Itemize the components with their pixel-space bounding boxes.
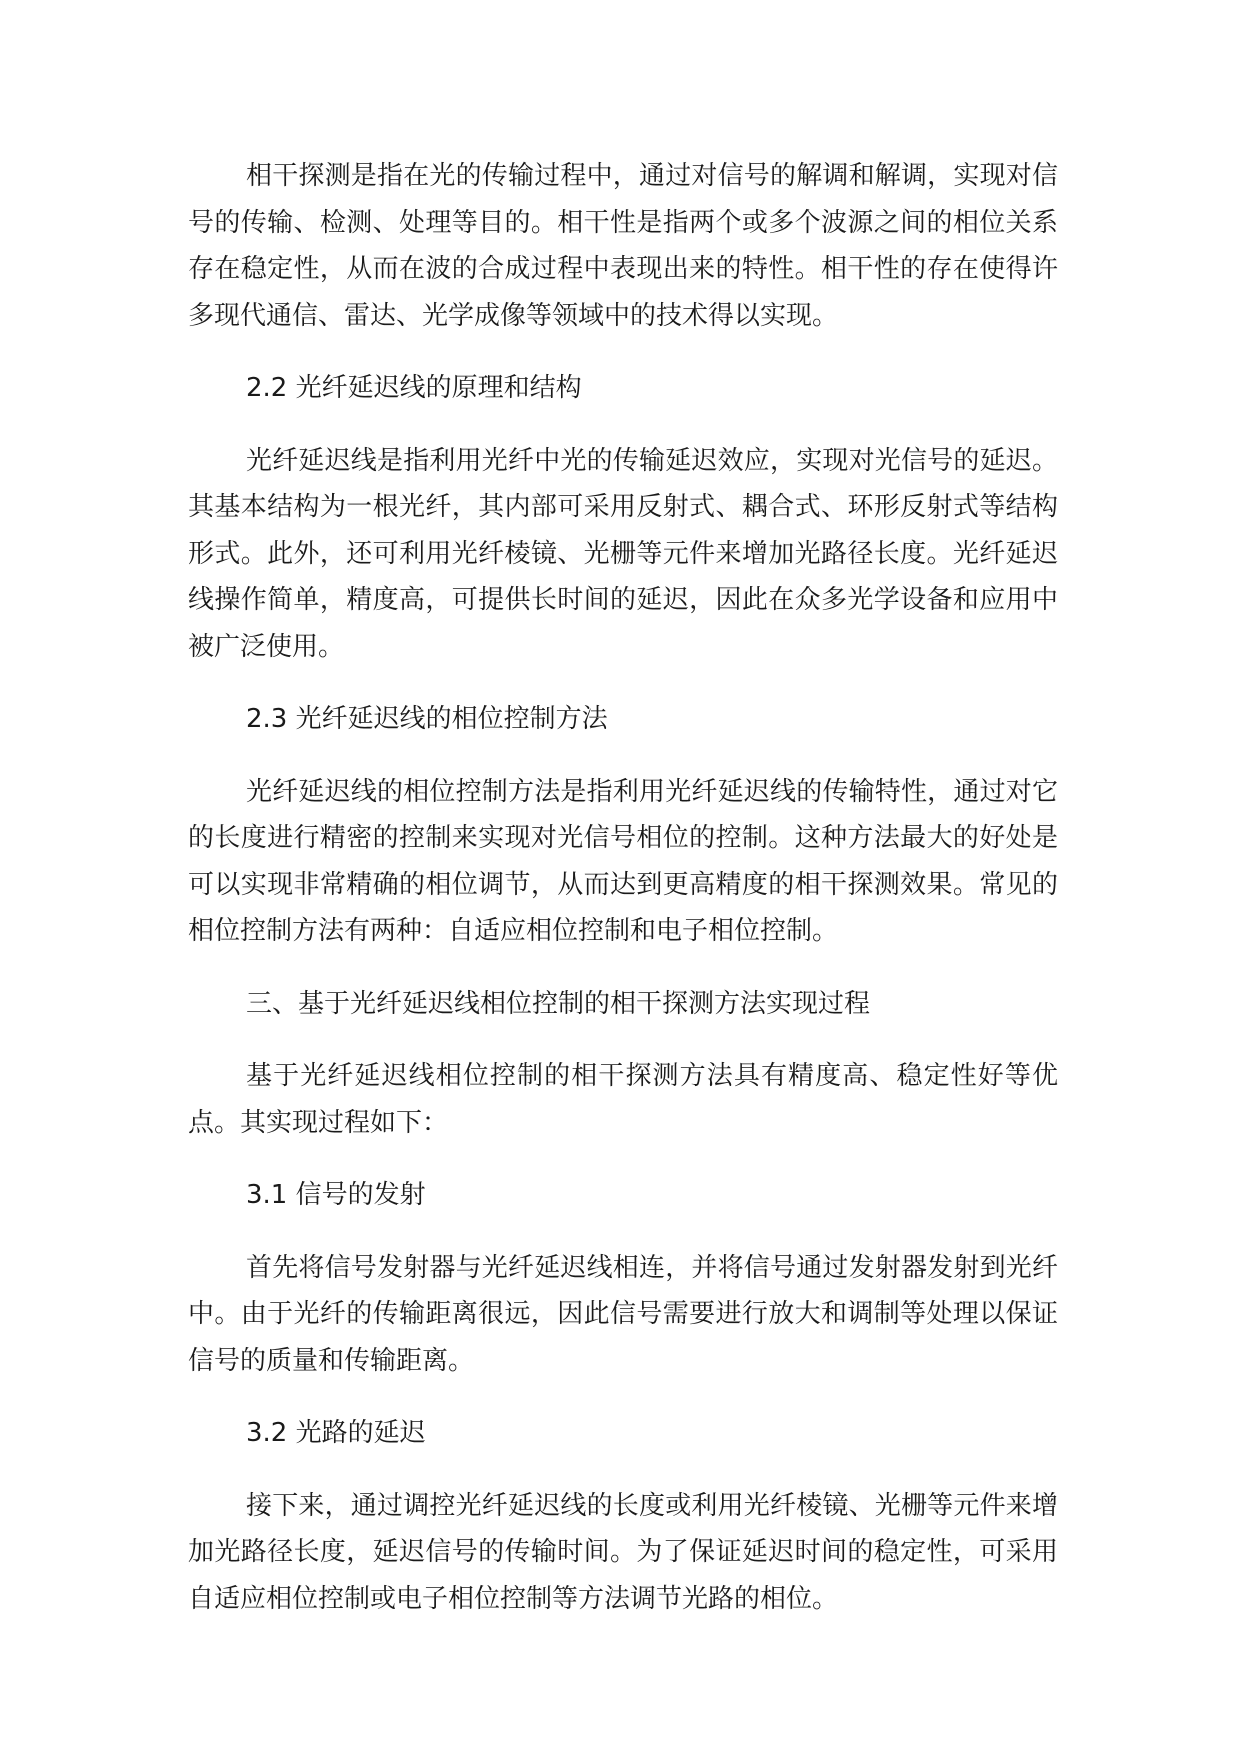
document-page [188, 153, 1058, 1622]
paragraph-signal-emission: 首先将信号发射器与光纤延迟线相连，并将信号通过发射器发射到光纤中。由于光纤的传输距离很远，因此信号需要进行放大和调制等处理以保证信号的质量和传输距离。 [188, 1252, 1058, 1376]
heading-2-3: 2.3 光纤延迟线的相位控制方法 [246, 704, 608, 734]
paragraph-optical-delay: 接下来，通过调控光纤延迟线的长度或利用光纤棱镜、光栅等元件来增加光路径长度，延迟信号的传输时间。为了保证延迟时间的稳定性，可采用自适应相位控制或电子相位控制等方法调节光路的相位。 [188, 1490, 1058, 1614]
heading-3-1: 3.1 信号的发射 [246, 1180, 426, 1210]
heading-section-3: 三、基于光纤延迟线相位控制的相干探测方法实现过程 [246, 988, 871, 1019]
heading-2-2: 2.2 光纤延迟线的原理和结构 [246, 373, 582, 403]
heading-3-2: 3.2 光路的延迟 [246, 1418, 426, 1448]
paragraph-coherent-detection: 相干探测是指在光的传输过程中，通过对信号的解调和解调，实现对信号的传输、检测、处理等目的。相干性是指两个或多个波源之间的相位关系存在稳定性，从而在波的合成过程中表现出来的特性。相干性的存在使得许多现代通信、雷达、光学成像等领域中的技术得以实现。 [188, 161, 1058, 331]
paragraph-phase-control: 光纤延迟线的相位控制方法是指利用光纤延迟线的传输特性，通过对它的长度进行精密的控制来实现对光信号相位的控制。这种方法最大的好处是可以实现非常精确的相位调节，从而达到更高精度的相干探测效果。常见的相位控制方法有两种：自适应相位控制和电子相位控制。 [188, 776, 1058, 946]
paragraph-implementation-intro: 基于光纤延迟线相位控制的相干探测方法具有精度高、稳定性好等优点。其实现过程如下： [188, 1061, 1058, 1138]
paragraph-delay-line-structure: 光纤延迟线是指利用光纤中光的传输延迟效应，实现对光信号的延迟。其基本结构为一根光纤，其内部可采用反射式、耦合式、环形反射式等结构形式。此外，还可利用光纤棱镜、光栅等元件来增加光路径长度。光纤延迟线操作简单，精度高，可提供长时间的延迟，因此在众多光学设备和应用中被广泛使用。 [188, 445, 1058, 662]
